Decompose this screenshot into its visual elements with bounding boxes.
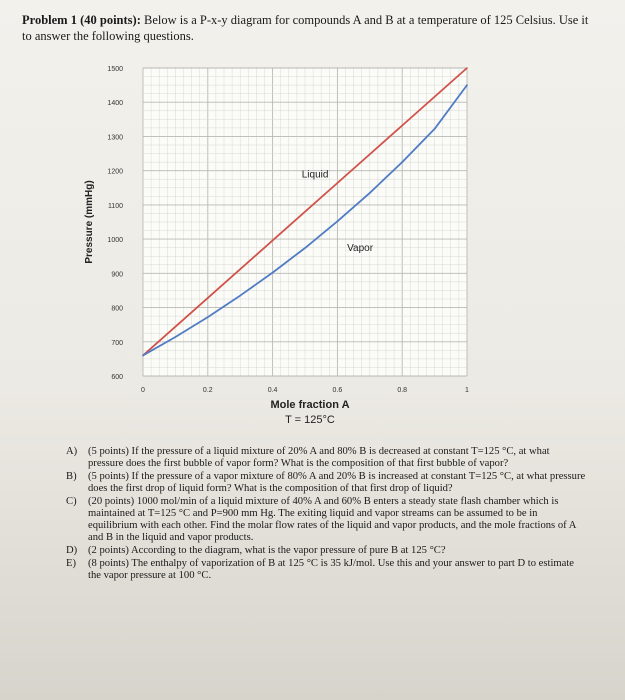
y-tick-label: 700 bbox=[111, 339, 123, 347]
question-item bbox=[66, 471, 586, 495]
y-tick-label: 1000 bbox=[107, 237, 123, 245]
question-text: (5 points) If the pressure of a liquid mixture of 20% A and 80% B is decreased at constant T=125 °C, at what pressure does the first bubble of vapor form? What is the composition of that first bubble of vapor? bbox=[88, 446, 550, 469]
y-tick-label: 1300 bbox=[107, 134, 123, 142]
vapor-point bbox=[401, 161, 403, 163]
question-item bbox=[66, 496, 586, 544]
problem-label: Problem 1 (40 points): bbox=[22, 13, 141, 27]
x-tick-label: 0 bbox=[141, 387, 145, 394]
liquid-point bbox=[207, 297, 209, 299]
question-letter: A) bbox=[66, 446, 78, 457]
vapor-point bbox=[142, 355, 144, 357]
x-tick-label: 0.4 bbox=[267, 387, 278, 394]
vapor-point bbox=[337, 221, 339, 223]
y-tick-label: 900 bbox=[111, 271, 123, 279]
vapor-point bbox=[239, 295, 241, 297]
x-tick-label: 0.2 bbox=[202, 387, 213, 394]
liquid-point bbox=[466, 67, 468, 69]
question-letter: D) bbox=[66, 545, 78, 556]
question-text: (20 points) 1000 mol/min of a liquid mixture of 40% A and 60% B enters a steady state flash chamber which is maintained at T=125 °C and P=900 mm Hg. The exiting liquid and vapor streams can be assumed to be in equilibrium with each other. Find the molar flow rates of the liquid and vapor products, and the mole fractions of A and B in the liquid and vapor products. bbox=[88, 496, 576, 543]
question-text: (5 points) If the pressure of a vapor mixture of 80% A and 20% B is increased at constant T=125 °C, at what pressure does the first drop of liquid form? What is the composition of that first drop of liquid? bbox=[88, 471, 586, 494]
vapor-point bbox=[434, 128, 436, 130]
chart-grid bbox=[143, 68, 467, 376]
question-item bbox=[66, 545, 586, 557]
x-tick-label: 1 bbox=[465, 387, 469, 394]
question-list bbox=[66, 446, 586, 583]
problem-text: Below is a P-x-y diagram for compounds A and B at a temperature of 125 Celsius. Use it to answer the following questions. bbox=[22, 13, 589, 43]
y-tick-label: 600 bbox=[111, 374, 123, 381]
x-axis-title: Mole fraction A bbox=[270, 399, 350, 411]
vapor-point bbox=[466, 84, 468, 86]
question-letter: B) bbox=[66, 471, 77, 482]
question-letter: C) bbox=[66, 496, 77, 507]
y-tick-label: 1100 bbox=[107, 202, 123, 210]
vapor-point bbox=[304, 247, 306, 249]
question-letter: E) bbox=[66, 558, 76, 569]
y-tick-label: 1500 bbox=[107, 66, 123, 73]
x-axis-subtitle: T = 125°C bbox=[285, 414, 335, 426]
annotation-vapor: Vapor bbox=[347, 243, 374, 255]
question-item bbox=[66, 446, 586, 470]
y-tick-label: 1400 bbox=[107, 100, 123, 108]
liquid-point bbox=[272, 240, 274, 242]
y-axis-title: Pressure (mmHg) bbox=[84, 180, 95, 264]
vapor-point bbox=[369, 192, 371, 194]
liquid-point bbox=[337, 182, 339, 184]
x-tick-label: 0.8 bbox=[397, 387, 408, 394]
liquid-point bbox=[401, 125, 403, 127]
vapor-point bbox=[272, 272, 274, 274]
x-tick-label: 0.6 bbox=[332, 387, 343, 394]
vapor-point bbox=[175, 336, 177, 338]
annotation-liquid: Liquid bbox=[301, 169, 329, 181]
y-tick-label: 1200 bbox=[107, 168, 123, 176]
vapor-point bbox=[207, 316, 209, 318]
question-text: (2 points) According to the diagram, what is the vapor pressure of pure B at 125 °C? bbox=[88, 545, 446, 556]
y-tick-label: 800 bbox=[111, 305, 123, 313]
question-text: (8 points) The enthalpy of vaporization of B at 125 °C is 35 kJ/mol. Use this and your answer to part D to estimate the vapor pressure at 100 °C. bbox=[88, 558, 574, 581]
question-item bbox=[66, 558, 586, 582]
